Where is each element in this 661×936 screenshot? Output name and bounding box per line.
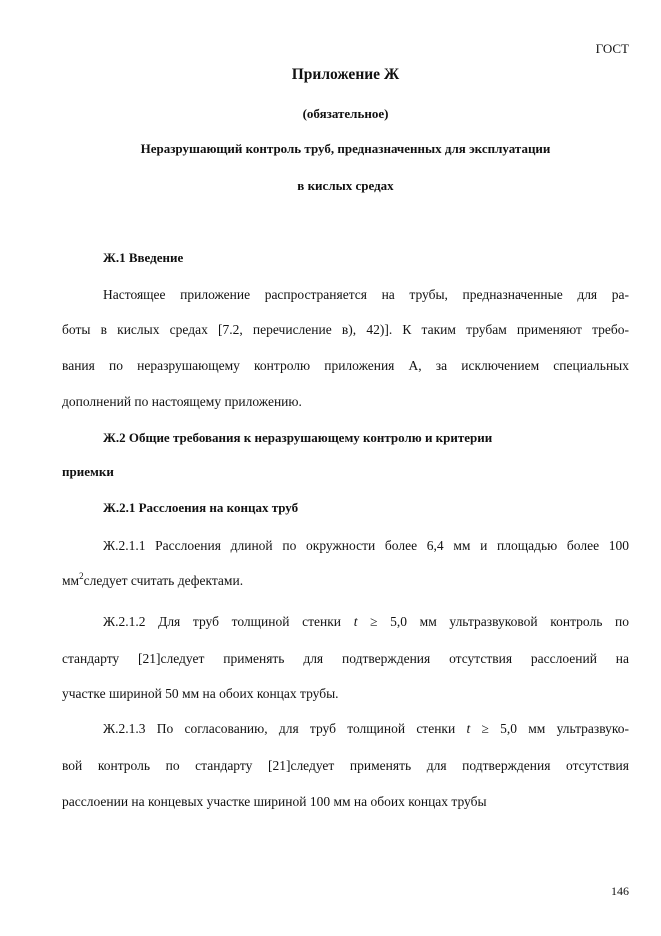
appendix-subtitle-line-2: в кислых средах — [297, 178, 394, 193]
paragraph-text: ≥ 5,0 мм ультразвуковой контроль по — [370, 614, 630, 629]
paragraph-line: вания по неразрушающему контролю приложения А, за исключением специальных — [62, 358, 629, 373]
section-heading-general-requirements: Ж.2 Общие требования к неразрушающему контролю и критерии — [103, 430, 493, 445]
paragraph-text: ≥ 5,0 мм ультразвуко- — [481, 721, 630, 736]
paragraph-line — [62, 572, 629, 589]
appendix-subtitle-line-1: Неразрушающий контроль труб, предназначенных для эксплуатации — [140, 141, 551, 156]
paragraph-line: расслоении на концевых участке шириной 100 мм на обоих концах трубы — [62, 794, 487, 809]
paragraph-line: дополнений по настоящему приложению. — [62, 394, 302, 409]
appendix-status: (обязательное) — [302, 106, 389, 121]
variable-t: t — [466, 721, 471, 736]
section-heading-introduction: Ж.1 Введение — [103, 250, 184, 265]
paragraph-line: стандарту [21]следует применять для подтверждения отсутствия расслоений на — [62, 651, 629, 666]
page-number: 146 — [611, 884, 629, 898]
paragraph-line — [103, 720, 629, 737]
variable-t: t — [353, 614, 358, 629]
paragraph-line: боты в кислых средах [7.2, перечисление в), 42)]. К таким трубам применяют требо- — [62, 322, 629, 337]
paragraph-line — [103, 613, 629, 630]
paragraph-text: Ж.2.1.2 Для труб толщиной стенки — [103, 614, 342, 629]
section-heading-general-requirements-cont: приемки — [62, 464, 114, 479]
paragraph-text: следует считать дефектами. — [83, 573, 244, 588]
appendix-title: Приложение Ж — [291, 66, 400, 83]
paragraph-line: Ж.2.1.1 Расслоения длиной по окружности более 6,4 мм и площадью более 100 — [103, 538, 629, 553]
paragraph-line: Настоящее приложение распространяется на трубы, предназначенные для ра- — [103, 287, 629, 302]
unit-text: мм — [62, 573, 80, 588]
paragraph-line: участке шириной 50 мм на обоих концах трубы. — [62, 686, 339, 701]
unit-superscript: 2 — [79, 571, 84, 581]
subsection-heading-laminations: Ж.2.1 Расслоения на концах труб — [103, 500, 299, 515]
header-standard-label: ГОСТ — [595, 41, 629, 56]
paragraph-line: вой контроль по стандарту [21]следует применять для подтверждения отсутствия — [62, 758, 629, 773]
paragraph-text: Ж.2.1.3 По согласованию, для труб толщиной стенки — [103, 721, 456, 736]
